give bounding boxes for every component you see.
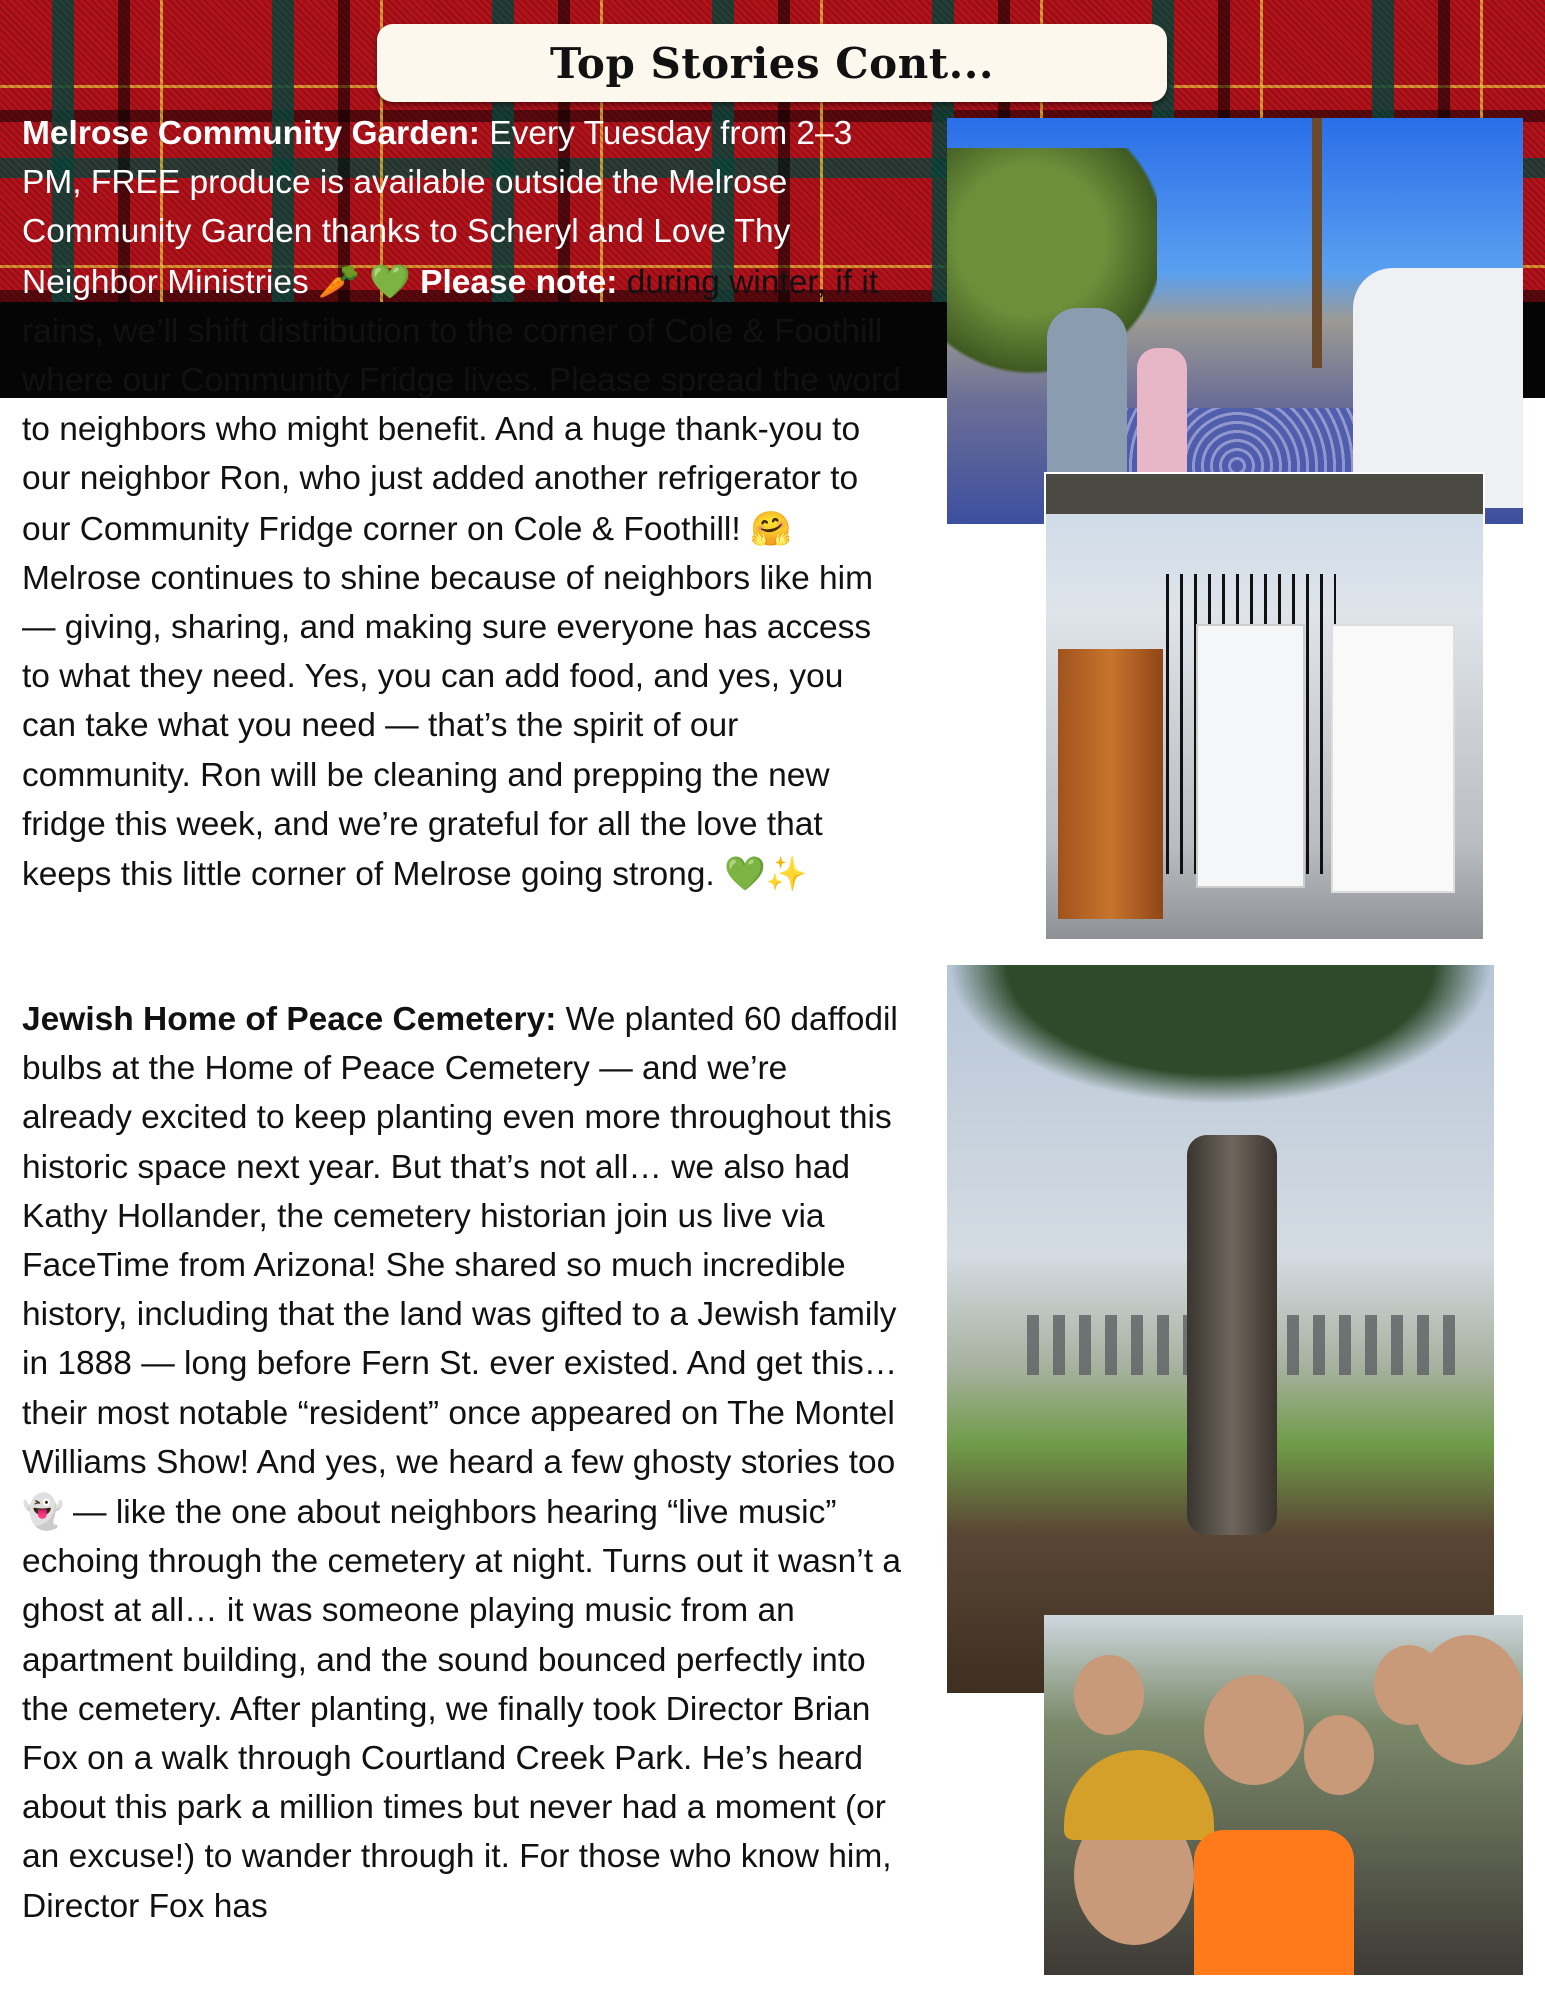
photo-cabinet bbox=[1058, 649, 1163, 919]
cemetery-tree-photo bbox=[947, 965, 1494, 1693]
photo-fridge-2 bbox=[1331, 624, 1455, 893]
ghost-icon: 👻 bbox=[22, 1492, 64, 1532]
photo-roof bbox=[1046, 474, 1483, 514]
photo-face bbox=[1074, 1655, 1144, 1735]
group-selfie-photo bbox=[1044, 1615, 1523, 1975]
photo-face bbox=[1204, 1675, 1304, 1785]
cemetery-text-2: — like the one about neighbors hearing “live music” echoing through the cemetery at night. Turns out it wasn’t a ghost at all… it was someone playing music from an apartment building, and the sound bounced perfectly into the cemetery. After planting, we finally took Director Brian Fox on a walk through Courtland Creek Park. He’s heard about this park a million times but never had a moment (or an excuse!) to wander through it. For those who know him, Director Fox has bbox=[22, 1494, 901, 1925]
page-title: Top Stories Cont... bbox=[550, 38, 994, 88]
cemetery-heading: Jewish Home of Peace Cemetery: bbox=[22, 1001, 557, 1038]
carrot-icon: 🥕 bbox=[318, 261, 360, 301]
garden-text-1: Every Tuesday from 2–3 PM, FREE produce is available outside the Melrose Community Garden thanks to Scheryl and Love Thy Neighbor Ministries bbox=[22, 115, 853, 301]
photo-face bbox=[1414, 1635, 1523, 1765]
photo-tree-trunk bbox=[1187, 1135, 1277, 1535]
photo-face bbox=[1304, 1715, 1374, 1795]
garden-text-2: during winter, if it rains, we’ll shift distribution to the corner of Cole & Foothill where our Community Fridge lives. Please spread the word to neighbors who might benefit. And a huge thank-you to our neighbor Ron, who just added another refrigerator to our Community Fridge corner on Cole & Foothill! bbox=[22, 263, 901, 548]
garden-note-label: Please note: bbox=[420, 263, 618, 301]
garden-produce-photo bbox=[947, 118, 1523, 524]
sparkles-icon: ✨ bbox=[765, 854, 808, 894]
cemetery-story bbox=[22, 995, 902, 1931]
garden-heading: Melrose Community Garden: bbox=[22, 115, 480, 152]
green-heart-icon: 💚 bbox=[369, 261, 411, 301]
green-heart-icon-2: 💚 bbox=[723, 854, 766, 894]
photo-fridge-1 bbox=[1196, 624, 1305, 888]
photo-canopy bbox=[947, 965, 1494, 1105]
garden-story bbox=[22, 109, 902, 899]
hug-icon: 🤗 bbox=[750, 508, 792, 548]
garden-text-3: Melrose continues to shine because of neighbors like him — giving, sharing, and making sure everyone has access to what they need. Yes, you can add food, and yes, you can take what you need — that’s the spirit of our community. Ron will be cleaning and prepping the new fridge this week, and we’re grateful for all the love that keeps this little corner of Melrose going strong. bbox=[22, 559, 874, 894]
page-title-box bbox=[377, 24, 1167, 102]
photo-beanie bbox=[1064, 1750, 1214, 1840]
photo-utility-pole bbox=[1312, 118, 1322, 368]
community-fridge-photo bbox=[1044, 472, 1485, 941]
cemetery-text-1: We planted 60 daffodil bulbs at the Home of Peace Cemetery — and we’re already excited to keep planting even more throughout this historic space next year. But that’s not all… we also had Kathy Hollander, the cemetery historian join us live via FaceTime from Arizona! She shared so much incredible history, including that the land was gifted to a Jewish family in 1888 — long before Fern St. ever existed. And get this… their most notable “resident” once appeared on The Montel Williams Show! And yes, we heard a few ghosty stories too bbox=[22, 1001, 898, 1481]
photo-safety-vest bbox=[1194, 1830, 1354, 1975]
